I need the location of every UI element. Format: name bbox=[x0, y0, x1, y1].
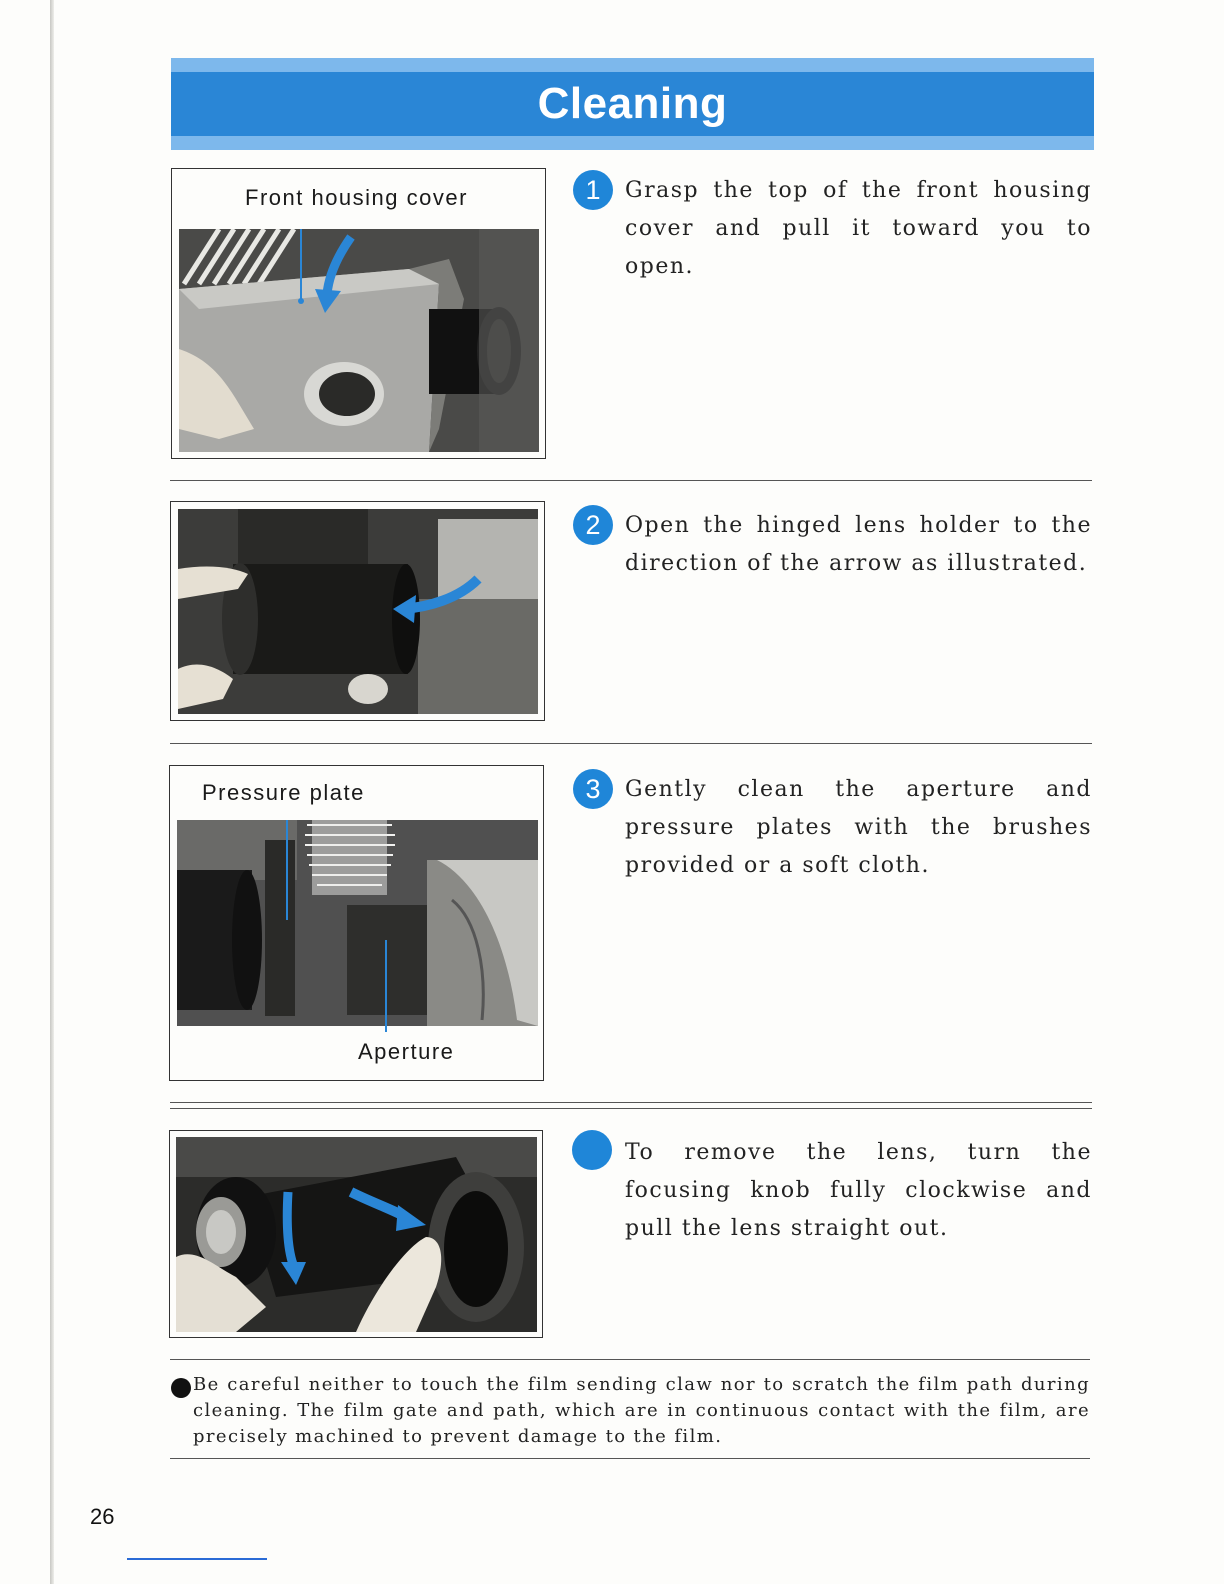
projector-front-housing-photo bbox=[179, 229, 539, 452]
front-housing-cover-label: Front housing cover bbox=[245, 185, 468, 210]
pressure-plate-label: Pressure plate bbox=[202, 780, 365, 805]
step-4-instruction: To remove the lens, turn the focusing knob fully clockwise and pull the lens straight out. bbox=[625, 1140, 1092, 1241]
page-binding-edge bbox=[50, 0, 54, 1584]
step-3-number-badge: 3 bbox=[573, 769, 613, 809]
caution-note: Be careful neither to touch the film sending claw nor to scratch the film path during cleaning. The film gate and path, which are in continuous contact with the film, are precisely machined to prevent damage to the film. bbox=[193, 1374, 1090, 1447]
aperture-label: Aperture bbox=[358, 1039, 455, 1064]
step-1-figure bbox=[171, 168, 546, 459]
step-divider bbox=[170, 743, 1092, 744]
step-4-bullet-badge bbox=[572, 1130, 612, 1170]
note-rule-bottom bbox=[170, 1458, 1090, 1459]
aperture-brush-photo bbox=[177, 820, 538, 1026]
step-3-instruction: Gently clean the aperture and pressure plates with the brushes provided or a soft cloth. bbox=[625, 777, 1092, 878]
step-2-number-badge: 2 bbox=[573, 505, 613, 545]
footer-rule bbox=[127, 1558, 267, 1560]
step-3-figure bbox=[169, 765, 544, 1081]
step-1-instruction: Grasp the top of the front housing cover and pull it toward you to open. bbox=[625, 178, 1092, 279]
step-divider bbox=[170, 1108, 1092, 1109]
aperture-pointer-line bbox=[385, 1026, 387, 1032]
step-4-figure bbox=[169, 1130, 543, 1338]
page-number: 26 bbox=[90, 1504, 115, 1529]
lens-holder-photo bbox=[178, 509, 538, 714]
section-header bbox=[171, 58, 1094, 150]
page-title: Cleaning bbox=[537, 79, 728, 128]
step-1-number-badge: 1 bbox=[573, 170, 613, 210]
note-rule-top bbox=[170, 1359, 1090, 1360]
lens-removal-photo bbox=[176, 1137, 537, 1332]
header-stripe-bottom bbox=[171, 136, 1094, 150]
step-divider bbox=[170, 1102, 1092, 1103]
step-divider bbox=[170, 480, 1092, 481]
step-2-instruction: Open the hinged lens holder to the direction of the arrow as illustrated. bbox=[625, 513, 1092, 576]
header-stripe-top bbox=[171, 58, 1094, 72]
step-2-figure bbox=[170, 501, 545, 721]
note-bullet-icon bbox=[171, 1378, 191, 1398]
